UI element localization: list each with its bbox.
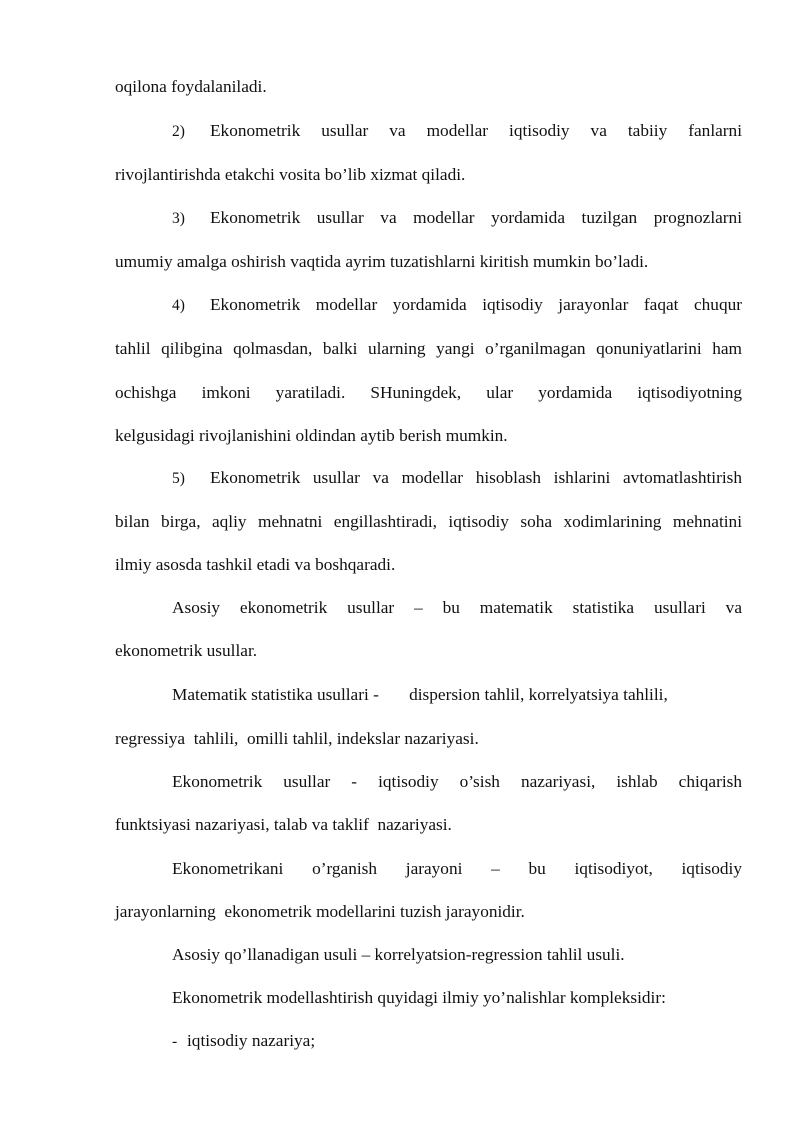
text-line: iqtisodiy nazariya; [187,1031,316,1050]
text-line: Ekonometrik modellar yordamida iqtisodiy jarayonlar faqat chuqur [210,295,742,314]
text-line: Ekonometrik usullar va modellar hisoblash ishlarini avtomatlashtirish [210,468,742,487]
text-line: Ekonometrik usullar va modellar iqtisodiy va tabiiy fanlarni [210,121,742,140]
text-line: Ekonometrik usullar va modellar yordamida tuzilgan prognozlarni [210,208,742,227]
text-line: Asosiy qo’llanadigan usuli – korrelyatsion-regression tahlil usuli. [172,945,625,964]
list-number: 2) [172,123,185,140]
text-line: Matematik statistika usullari - dispersion tahlil, korrelyatsiya tahlili, [172,685,668,704]
list-number: 5) [172,470,185,487]
text-line: Ekonometrikani o’rganish jarayoni – bu iqtisodiyot, iqtisodiy [172,859,742,878]
text-line: kelgusidagi rivojlanishini oldindan aytib berish mumkin. [115,426,508,445]
text-line: oqilona foydalaniladi. [115,77,267,96]
text-line: Ekonometrik modellashtirish quyidagi ilmiy yo’nalishlar kompleksidir: [172,988,666,1007]
text-line: umumiy amalga oshirish vaqtida ayrim tuzatishlarni kiritish mumkin bo’ladi. [115,252,649,271]
text-line: rivojlantirishda etakchi vosita bo’lib xizmat qiladi. [115,165,466,184]
text-line: bilan birga, aqliy mehnatni engillashtiradi, iqtisodiy soha xodimlarining mehnatini [115,512,742,531]
text-line: funktsiyasi nazariyasi, talab va taklif nazariyasi. [115,815,452,834]
list-number: 3) [172,210,185,227]
text-line: jarayonlarning ekonometrik modellarini tuzish jarayonidir. [115,902,525,921]
list-bullet: - [172,1033,178,1050]
list-number: 4) [172,297,185,314]
text-line: ilmiy asosda tashkil etadi va boshqaradi. [115,555,396,574]
text-line: ochishga imkoni yaratiladi. SHuningdek, ular yordamida iqtisodiyotning [115,383,742,402]
text-line: regressiya tahlili, omilli tahlil, indekslar nazariyasi. [115,729,479,748]
text-line: Ekonometrik usullar - iqtisodiy o’sish nazariyasi, ishlab chiqarish [172,772,742,791]
text-line: Asosiy ekonometrik usullar – bu matematik statistika usullari va [172,598,742,617]
text-line: tahlil qilibgina qolmasdan, balki ularning yangi o’rganilmagan qonuniyatlarini ham [115,339,742,358]
text-line: ekonometrik usullar. [115,641,258,660]
